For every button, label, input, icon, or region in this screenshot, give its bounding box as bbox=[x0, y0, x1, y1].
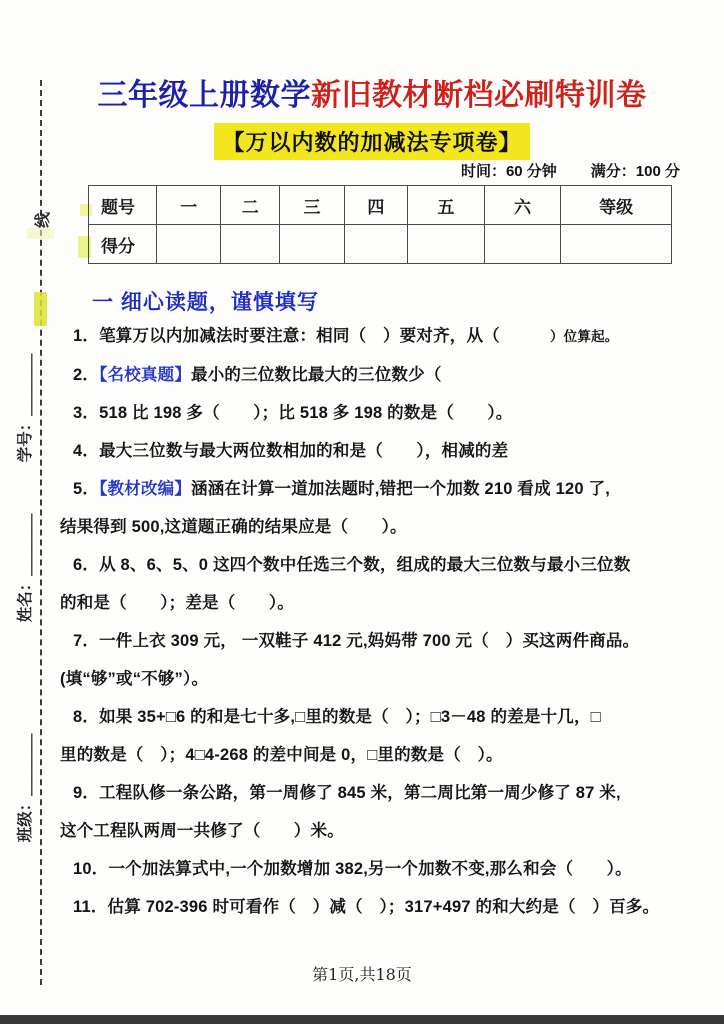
score-table-empty-cell bbox=[484, 225, 560, 264]
score-table-empty-cell bbox=[561, 225, 672, 264]
exam-title bbox=[60, 70, 684, 114]
question-text: 5． bbox=[73, 480, 100, 498]
score-table-cell: 六 bbox=[484, 186, 560, 225]
exam-title-grade: 三年级上册数学 bbox=[97, 79, 311, 112]
page-indicator: 第1页,共18页 bbox=[312, 965, 412, 984]
student-id-label: 学号： bbox=[17, 415, 34, 463]
score-table-header-row bbox=[89, 186, 672, 225]
bottom-strip bbox=[0, 1015, 724, 1024]
question-text: 9．工程队修一条公路，第一周修了 845 米，第二周比第一周少修了 87 米, bbox=[73, 784, 621, 802]
question-text: 11．估算 702-396 时可看作（ ）减（ ）；317+497 的和大约是（ ）百多。 bbox=[73, 898, 660, 916]
score-table-cell: 一 bbox=[157, 186, 221, 225]
binding-line-label: 线 bbox=[35, 211, 52, 228]
question-line bbox=[60, 508, 688, 546]
highlighter-mark bbox=[27, 228, 54, 239]
question-text: 这个工程队两周一共修了（ ）米。 bbox=[60, 822, 344, 840]
question-text: 4．最大三位数与最大两位数相加的和是（ ），相减的差 bbox=[73, 442, 509, 460]
score-table-cell: 题号 bbox=[89, 186, 157, 225]
question-text: 涵涵在计算一道加法题时,错把一个加数 210 看成 120 了, bbox=[191, 480, 610, 498]
score-table-cell: 二 bbox=[221, 186, 280, 225]
question-text: 2． bbox=[73, 366, 100, 384]
question-text: (填“够”或“不够”）。 bbox=[60, 670, 209, 688]
question-text: 最小的三位数比最大的三位数少（ bbox=[191, 366, 442, 384]
student-name-blank: ＿＿＿＿ bbox=[17, 513, 34, 576]
question-source-tag: 【名校真题】 bbox=[99, 366, 192, 384]
exam-meta bbox=[461, 160, 680, 181]
score-table-cell: 得分 bbox=[89, 225, 157, 264]
time-limit: 时间：60 分钟 bbox=[460, 163, 557, 180]
student-class-label: 班级： bbox=[17, 795, 34, 843]
highlighter-mark bbox=[34, 292, 47, 326]
score-table-empty-cell bbox=[344, 225, 407, 264]
full-score: 满分：100 分 bbox=[590, 163, 680, 180]
question-text: 结果得到 500,这道题正确的结果应是（ ）。 bbox=[60, 518, 407, 536]
question-line bbox=[60, 850, 688, 888]
question-text: 7．一件上衣 309 元， 一双鞋子 412 元,妈妈带 700 元（ ）买这两件商品。 bbox=[73, 632, 640, 650]
score-table bbox=[88, 185, 672, 264]
question-line bbox=[60, 622, 688, 660]
score-table-empty-cell bbox=[280, 225, 345, 264]
section-one-heading: 一 细心读题，谨慎填写 bbox=[92, 291, 319, 314]
question-line bbox=[60, 698, 688, 736]
question-text: 10．一个加法算式中,一个加数增加 382,另一个加数不变,那么和会（ ）。 bbox=[73, 860, 632, 878]
score-table-cell: 四 bbox=[344, 186, 407, 225]
score-table-cell: 三 bbox=[280, 186, 345, 225]
questions bbox=[60, 317, 688, 926]
question-line bbox=[60, 888, 688, 926]
score-table-empty-cell bbox=[407, 225, 484, 264]
exam-subtitle: 【万以内数的加减法专项卷】 bbox=[214, 123, 529, 160]
student-name-field bbox=[16, 488, 36, 648]
exam-subtitle-row bbox=[60, 123, 684, 160]
question-text: 里的数是（ ）；4□4-268 的差中间是 0，□里的数是（ ）。 bbox=[60, 746, 503, 764]
question-line bbox=[60, 660, 688, 698]
question-text: 6．从 8、6、5、0 这四个数中任选三个数，组成的最大三位数与最小三位数 bbox=[73, 556, 631, 574]
student-class-blank: ＿＿＿＿ bbox=[17, 733, 34, 796]
student-name-label: 姓名： bbox=[17, 575, 34, 623]
question-line bbox=[60, 432, 688, 470]
question-line bbox=[60, 736, 688, 774]
question-line bbox=[60, 584, 688, 622]
question-text: 的和是（ ）；差是（ ）。 bbox=[60, 594, 294, 612]
question-text: 1．笔算万以内加减法时要注意：相同（ ）要对齐，从（ bbox=[73, 327, 550, 345]
question-line bbox=[60, 812, 688, 850]
question-line bbox=[60, 546, 688, 584]
question-line bbox=[60, 317, 688, 356]
question-source-tag: 【教材改编】 bbox=[99, 480, 192, 498]
score-table-empty-cell bbox=[157, 225, 221, 264]
exam-title-name: 新旧教材断档必刷特训卷 bbox=[311, 79, 647, 112]
score-table-cell: 等级 bbox=[561, 186, 672, 225]
score-table-cell: 五 bbox=[407, 186, 484, 225]
student-id-blank: ＿＿＿＿ bbox=[17, 353, 34, 416]
student-id-field bbox=[16, 328, 36, 488]
question-text: 3．518 比 198 多（ ）；比 518 多 198 的数是（ ）。 bbox=[73, 404, 513, 422]
question-line bbox=[60, 774, 688, 812]
score-table-score-row bbox=[89, 225, 672, 264]
question-text: ）位算起。 bbox=[549, 329, 619, 344]
question-line bbox=[60, 394, 688, 432]
question-line bbox=[60, 356, 688, 394]
score-table-empty-cell bbox=[221, 225, 280, 264]
question-line bbox=[60, 470, 688, 508]
question-text: 8．如果 35+□6 的和是七十多,□里的数是（ ）；□3－48 的差是十几，□ bbox=[73, 708, 601, 726]
student-class-field bbox=[16, 708, 36, 868]
